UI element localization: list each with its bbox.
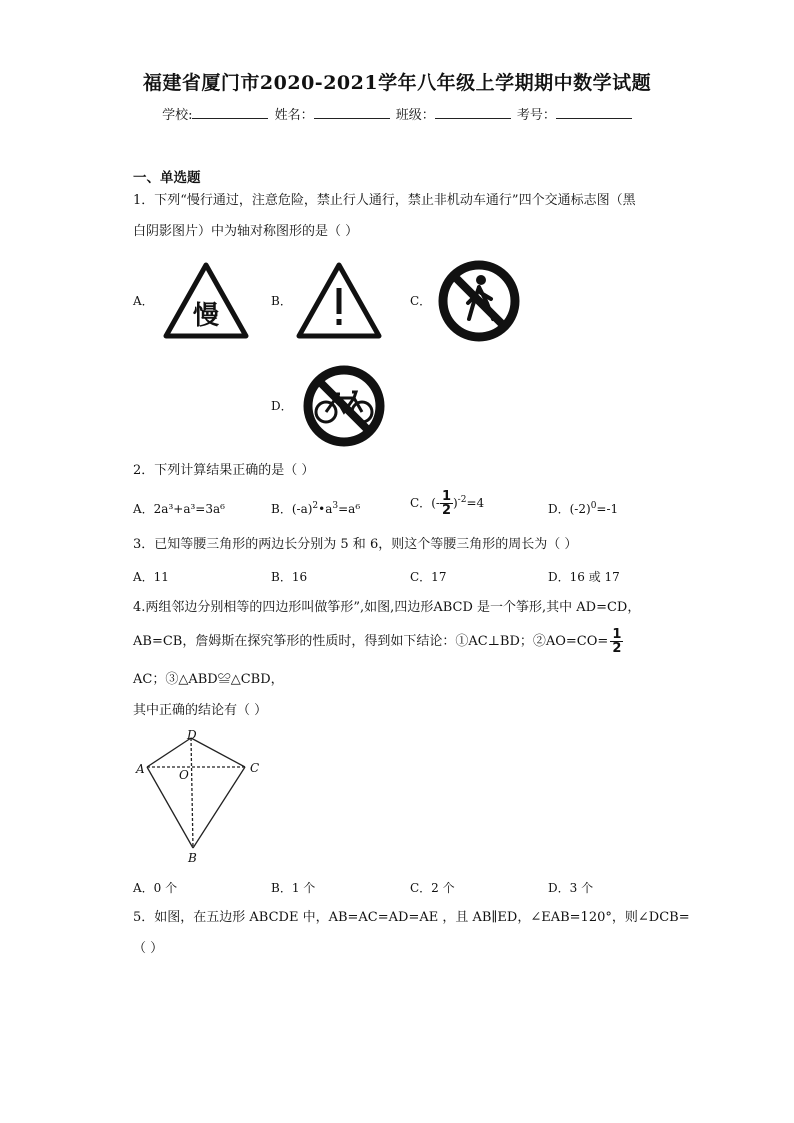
q2-c-end: =4 [466,496,485,510]
q1-option-c-label: C． [410,294,432,308]
q4-stem-line3: AC；③△ABD≌△CBD， [133,672,284,687]
q3-option-b: B．16 [271,570,308,584]
q2-b-sup1: 2 [312,501,319,511]
q2-option-d [548,500,618,517]
q2-c-post: ) [452,496,458,510]
vertex-label-c: C [250,761,260,775]
danger-warning-sign-icon [296,262,382,340]
q4-fraction [610,628,623,655]
q4-option-a: A．0 个 [133,881,178,895]
class-label: 班级： [395,108,435,123]
q3-option-c: C．17 [410,570,447,584]
name-label: 姓名： [274,108,314,123]
q2-c-fraction [440,490,453,517]
q4-option-d: D．3 个 [548,881,594,895]
q2-b-label: B． [271,502,292,516]
q4-option-c: C．2 个 [410,881,455,895]
q4-option-b: B．1 个 [271,881,316,895]
edge-ad [147,738,191,767]
q2-d-pre: (-2) [569,502,591,516]
q2-option-a [133,500,225,517]
student-info-line [0,104,794,123]
q2-b-pre: (-a) [291,502,313,516]
q2-d-sup: 0 [590,501,597,511]
q2-c-sup: -2 [457,495,467,505]
school-label: 学校: [162,108,193,123]
q4-frac-num: 1 [612,627,622,642]
q2-d-label: D． [548,502,570,516]
no-pedestrians-sign-icon [435,257,523,345]
q3-option-a: A．11 [133,570,169,584]
q5-stem-line2: （ ） [133,941,164,956]
slow-warning-sign-icon [163,262,249,340]
vertex-label-a: A [136,762,145,776]
name-blank[interactable] [314,106,390,119]
page-title: 福建省厦门市2020-2021学年八年级上学期期中数学试题 [142,72,652,94]
q1-stem-line1: 1．下列“慢行通过，注意危险，禁止行人通行，禁止非机动车通行”四个交通标志图（黑 [133,193,636,208]
q4-stem-line2 [133,628,623,655]
school-blank[interactable] [192,106,268,119]
vertex-label-d: D [187,728,197,742]
q2-option-b [271,500,360,517]
q2-c-frac-num: 1 [441,489,451,504]
q1-option-a-label: A． [133,294,154,308]
q1-stem-line2: 白阴影图片）中为轴对称图形的是（ ） [133,224,359,239]
q2-a-label: A． [133,502,154,516]
q3-stem: 3．已知等腰三角形的两边长分别为 5 和 6，则这个等腰三角形的周长为（ ） [133,537,578,552]
number-blank[interactable] [556,106,632,119]
q2-c-label: C． [410,496,432,510]
q2-c-frac-den: 2 [441,503,451,518]
vertex-label-b: B [188,851,197,865]
q4-frac-den: 2 [612,641,622,656]
center-label-o: O [179,768,189,782]
q5-stem-line1: 5．如图，在五边形 ABCDE 中，AB=AC=AD=AE ，且 AB∥ED，∠EAB=120°，则∠DCB= [133,910,690,925]
number-label: 考号： [516,108,556,123]
q3-option-d: D．16 或 17 [548,570,620,584]
q4-stem-line4: 其中正确的结论有（ ） [133,703,268,718]
class-blank[interactable] [435,106,511,119]
sign-a-char: 慢 [192,301,220,331]
edge-dc [191,738,245,767]
q2-a-expr: 2a³+a³=3a⁶ [153,502,225,516]
section-heading: 一、单选题 [133,170,201,186]
q2-option-c [410,490,484,517]
q1-option-b-label: B． [271,294,292,308]
q2-b-post: =a⁶ [338,502,361,516]
q2-c-pre: (- [431,496,440,510]
q2-b-mid: •a [318,502,333,516]
no-bicycles-sign-icon [300,362,388,450]
q2-b-sup2: 3 [332,501,339,511]
q4-stem-line1: 4.两组邻边分别相等的四边形叫做筝形”,如图,四边形ABCD 是一个筝形,其中 AD=CD， [133,600,641,615]
q2-d-end: =-1 [596,502,619,516]
edge-cb [193,767,245,848]
kite-abcd-diagram [133,726,273,866]
diagonal-db [191,738,193,848]
q4-line2-text: AB=CB，詹姆斯在探究筝形的性质时，得到如下结论：①AC⊥BD；②AO=CO= [133,634,609,649]
q2-stem: 2．下列计算结果正确的是（ ） [133,463,315,478]
q1-option-d-label: D． [271,399,293,413]
